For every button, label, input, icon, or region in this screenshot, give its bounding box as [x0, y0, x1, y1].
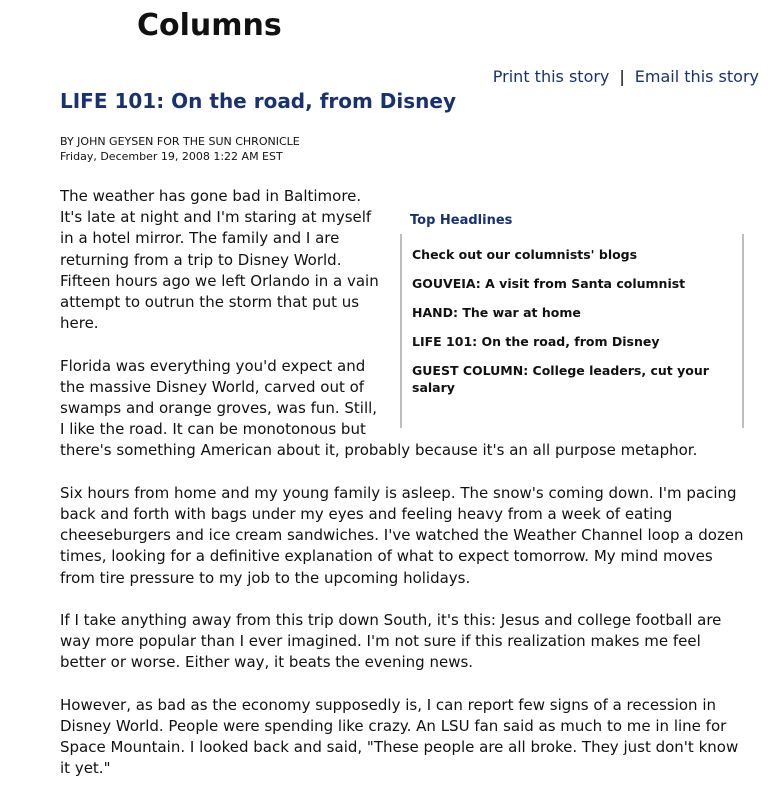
dateline: Friday, December 19, 2008 1:22 AM EST — [60, 150, 283, 163]
top-headlines-sidebar — [396, 186, 750, 431]
tools-separator: | — [619, 67, 625, 86]
headlines-list — [402, 234, 742, 396]
headline-link-blogs[interactable]: Check out our columnists' blogs — [412, 247, 638, 262]
print-story-link[interactable]: Print this story — [492, 67, 610, 86]
article-paragraph: Florida was everything you'd expect and the massive Disney World, carved out of swamps and orange groves, was fun. Still, I like the road. It can be monotonous but there's something American about it, probably because it's an all purpose metaphor. — [60, 356, 698, 460]
article-paragraph: If I take anything away from this trip down South, it's this: Jesus and college football are way more popular than I ever imagined. I'm not sure if this realization makes me feel better or worse. Either way, it beats the evening news. — [60, 611, 722, 672]
article-paragraph: However, as bad as the economy supposedly is, I can report few signs of a recession in Disney World. People were spending like crazy. An LSU fan said as much to me in line for Space Mountain. I looked back and said, "These people are all broke. They just don't know it yet." — [60, 695, 739, 778]
headlines-box — [400, 234, 744, 428]
headline-link-life101[interactable]: LIFE 101: On the road, from Disney — [412, 334, 660, 349]
headline-link-hand[interactable]: HAND: The war at home — [412, 305, 581, 320]
article-paragraph: The weather has gone bad in Baltimore. It's late at night and I'm staring at myself in a hotel mirror. The family and I are returning from a trip to Disney World. Fifteen hours ago we left Orlando in a vain attempt to outrun the storm that put us here. — [60, 187, 379, 333]
byline: BY JOHN GEYSEN FOR THE SUN CHRONICLE — [60, 135, 300, 148]
byline-block — [60, 134, 300, 164]
email-story-link[interactable]: Email this story — [634, 67, 759, 86]
story-tools — [493, 66, 759, 88]
article-paragraph: Six hours from home and my young family is asleep. The snow's coming down. I'm pacing back and forth with bags under my eyes and feeling heavy from a week of eating cheeseburgers and ice cream sandwiches. I've watched the Weather Channel loop a dozen times, looking for a definitive explanation of what to expect tomorrow. My mind moves from tire pressure to my job to the upcoming holidays. — [60, 483, 744, 587]
headline-link-gouveia[interactable]: GOUVEIA: A visit from Santa columnist — [412, 276, 686, 291]
story-headline: LIFE 101: On the road, from Disney — [60, 89, 456, 113]
section-title: Columns — [137, 8, 282, 43]
headline-link-guest-column[interactable]: GUEST COLUMN: College leaders, cut your salary — [412, 363, 709, 395]
sidebar-title: Top Headlines — [410, 213, 513, 228]
article-body — [60, 186, 750, 801]
